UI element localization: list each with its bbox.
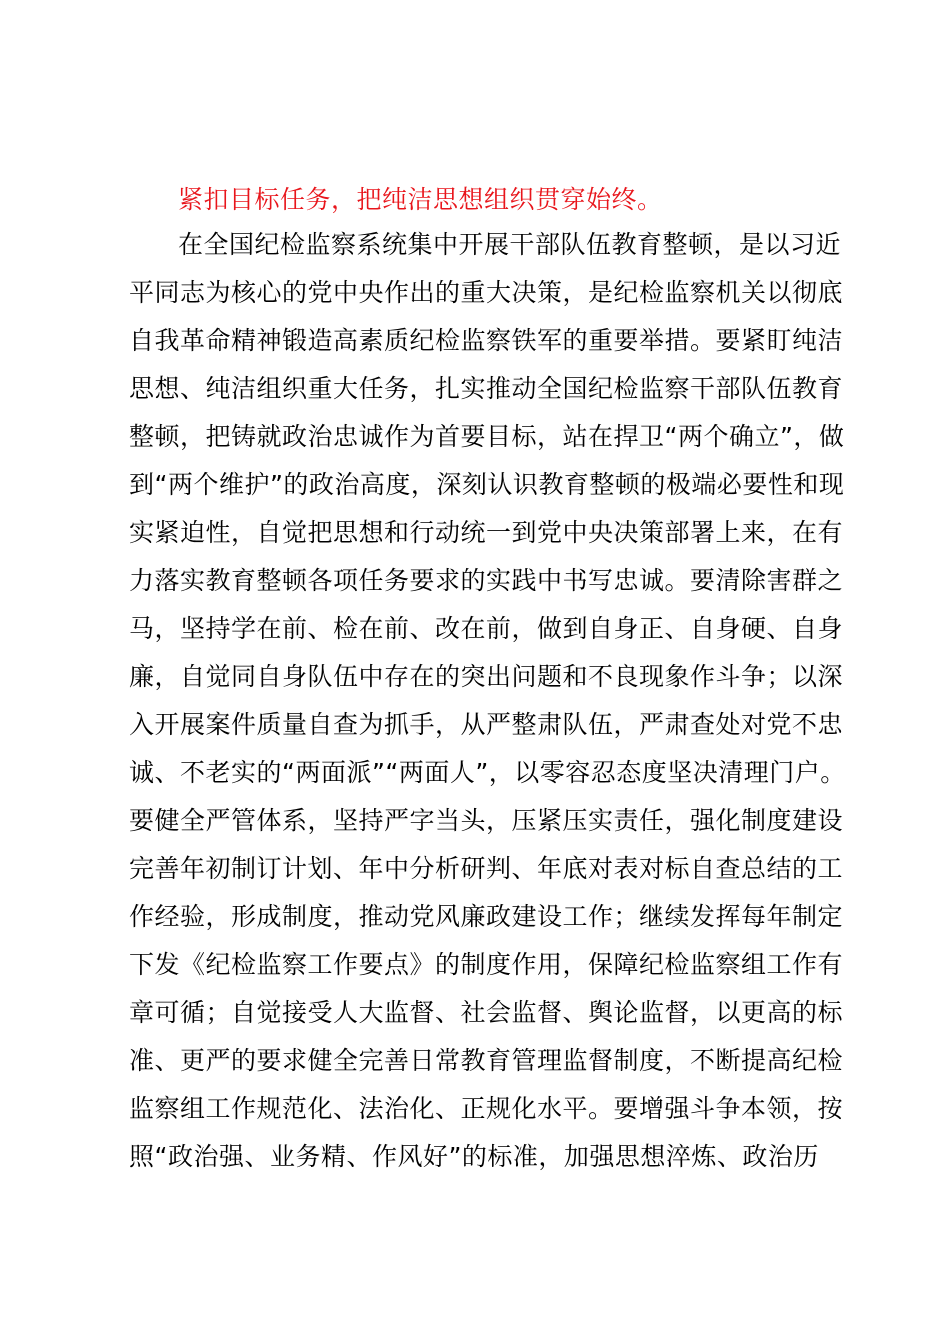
text-line: 下发《纪检监察工作要点》的制度作用，保障纪检监察组工作有: [129, 950, 844, 979]
text-line: 思想、纯洁组织重大任务，扎实推动全国纪检监察干部队伍教育: [129, 374, 844, 403]
text-line: 平同志为核心的党中央作出的重大决策，是纪检监察机关以彻底: [129, 278, 844, 307]
text-line: 要健全严管体系，坚持严字当头，压紧压实责任，强化制度建设: [129, 806, 844, 835]
text-line: 自我革命精神锻造高素质纪检监察铁军的重要举措。要紧盯纯洁: [129, 326, 844, 355]
text-line: 监察组工作规范化、法治化、正规化水平。要增强斗争本领，按: [129, 1094, 844, 1123]
text-line: 准、更严的要求健全完善日常教育管理监督制度，不断提高纪检: [129, 1046, 844, 1075]
text-line: 整顿，把铸就政治忠诚作为首要目标，站在捍卫“两个确立”，做: [129, 422, 845, 451]
text-line: 在全国纪检监察系统集中开展干部队伍教育整顿，是以习近: [178, 230, 842, 259]
body-text: [129, 221, 849, 1181]
text-line: 诚、不老实的“两面派”“两面人”，以零容忍态度坚决清理门户。: [129, 758, 846, 787]
text-line: 廉，自觉同自身队伍中存在的突出问题和不良现象作斗争；以深: [129, 662, 844, 691]
text-line: 照“政治强、业务精、作风好”的标准，加强思想淬炼、政治历: [129, 1142, 819, 1171]
text-line: 完善年初制订计划、年中分析研判、年底对表对标自查总结的工: [129, 854, 844, 883]
section-heading: 紧扣目标任务，把纯洁思想组织贯穿始终。: [178, 185, 663, 214]
text-line: 作经验，形成制度，推动党风廉政建设工作；继续发挥每年制定: [129, 902, 844, 931]
text-line: 实紧迫性，自觉把思想和行动统一到党中央决策部署上来，在有: [129, 518, 844, 547]
text-line: 力落实教育整顿各项任务要求的实践中书写忠诚。要清除害群之: [129, 566, 844, 595]
text-line: 章可循；自觉接受人大监督、社会监督、舆论监督，以更高的标: [129, 998, 844, 1027]
text-line: 入开展案件质量自查为抓手，从严整肃队伍，严肃查处对党不忠: [129, 710, 844, 739]
text-line: 马，坚持学在前、检在前、改在前，做到自身正、自身硬、自身: [129, 614, 844, 643]
text-line: 到“两个维护”的政治高度，深刻认识教育整顿的极端必要性和现: [129, 470, 845, 499]
